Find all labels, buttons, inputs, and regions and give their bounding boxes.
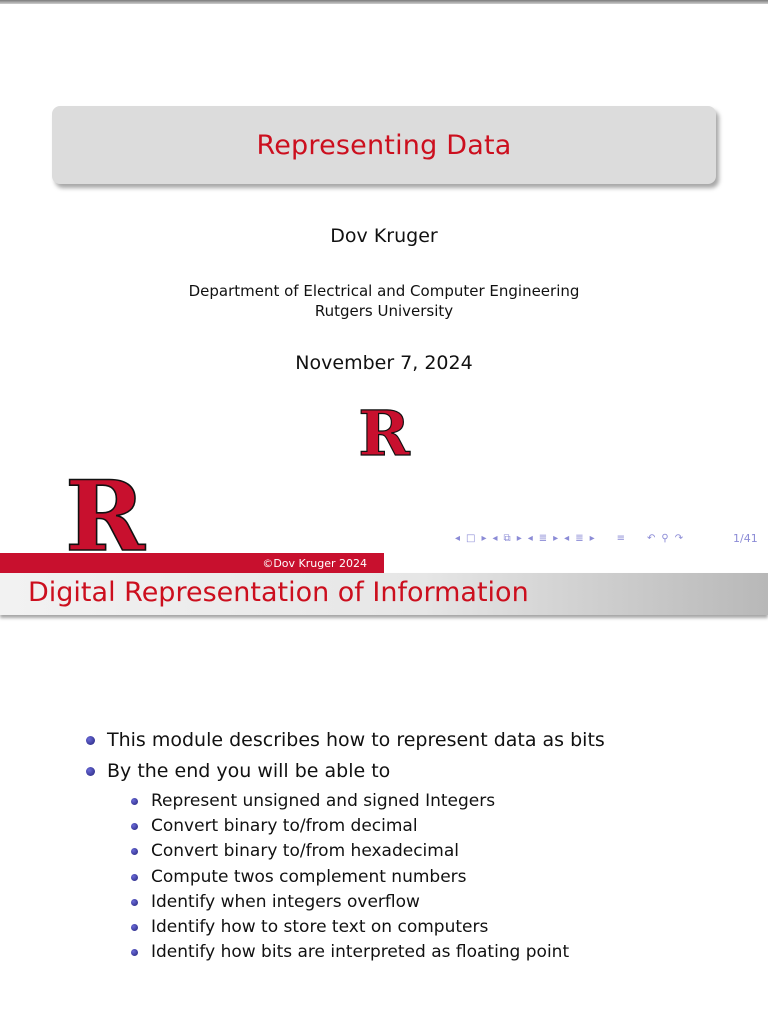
footer-strip bbox=[0, 553, 768, 573]
sub-bullet-icon bbox=[131, 823, 138, 830]
sub-list-item bbox=[131, 892, 420, 912]
sub-bullet-icon bbox=[131, 848, 138, 855]
sub-bullet-icon bbox=[131, 949, 138, 956]
bullet-icon bbox=[86, 736, 95, 745]
university: Rutgers University bbox=[314, 302, 454, 320]
footer-copyright: ©Dov Kruger 2024 bbox=[262, 556, 367, 570]
top-rule bbox=[0, 0, 768, 4]
nav-frame-prev-icon[interactable]: ◂ bbox=[492, 532, 498, 544]
nav-slide-next-icon[interactable]: ▸ bbox=[481, 532, 487, 544]
list-item-text: By the end you will be able to bbox=[107, 760, 391, 782]
sub-list-item bbox=[131, 867, 467, 887]
sub-list-item-text: Identify how bits are interpreted as floating point bbox=[151, 942, 570, 962]
frame-title-bar bbox=[0, 573, 768, 615]
sub-list-item-text: Convert binary to/from decimal bbox=[151, 816, 418, 836]
sub-list-item-text: Identify when integers overflow bbox=[151, 892, 420, 912]
sub-bullet-icon bbox=[131, 874, 138, 881]
svg-text:R: R bbox=[358, 405, 410, 459]
nav-section-next-icon[interactable]: ▸ bbox=[589, 532, 595, 544]
nav-subsection-next-icon[interactable]: ▸ bbox=[553, 532, 559, 544]
nav-subsection-prev-icon[interactable]: ◂ bbox=[527, 532, 533, 544]
sub-bullet-icon bbox=[131, 798, 138, 805]
sub-list-item bbox=[131, 942, 569, 962]
department: Department of Electrical and Computer Engineering bbox=[188, 282, 580, 300]
nav-slide-prev-icon[interactable]: ◂ bbox=[455, 532, 461, 544]
list-item-text: This module describes how to represent data as bits bbox=[107, 729, 605, 751]
footer-left bbox=[0, 553, 384, 573]
sub-list-item-text: Represent unsigned and signed Integers bbox=[151, 791, 496, 811]
sub-list-item bbox=[131, 816, 418, 836]
rutgers-logo-icon bbox=[355, 405, 413, 459]
footer-right bbox=[384, 553, 768, 573]
nav-slide-icon[interactable]: □ bbox=[466, 532, 476, 544]
sub-list-item bbox=[131, 791, 495, 811]
list-item bbox=[86, 729, 605, 751]
page-number: 1/41 bbox=[733, 532, 758, 545]
bullet-icon bbox=[86, 767, 95, 776]
nav-search-icon[interactable]: ⚲ bbox=[661, 532, 669, 544]
sub-bullet-icon bbox=[131, 899, 138, 906]
sub-list-item-text: Convert binary to/from hexadecimal bbox=[151, 841, 459, 861]
frame-title: Digital Representation of Information bbox=[28, 577, 529, 608]
svg-text:R: R bbox=[65, 476, 145, 552]
sub-list-item-text: Compute twos complement numbers bbox=[151, 867, 467, 887]
sub-list-item bbox=[131, 841, 459, 861]
author: Dov Kruger bbox=[330, 225, 438, 247]
nav-frame-next-icon[interactable]: ▸ bbox=[516, 532, 522, 544]
sub-bullet-icon bbox=[131, 924, 138, 931]
nav-toc-icon[interactable]: ≡ bbox=[616, 532, 626, 544]
nav-section-icon[interactable]: ≣ bbox=[575, 532, 584, 544]
nav-subsection-icon[interactable]: ≣ bbox=[538, 532, 548, 544]
rutgers-corner-logo-icon bbox=[60, 476, 150, 552]
nav-frame-icon[interactable]: ⧉ bbox=[503, 532, 511, 544]
nav-section-prev-icon[interactable]: ◂ bbox=[564, 532, 570, 544]
sub-list-item bbox=[131, 917, 488, 937]
nav-back-icon[interactable]: ↶ bbox=[647, 532, 656, 544]
nav-forward-icon[interactable]: ↷ bbox=[674, 532, 684, 544]
title-box bbox=[52, 106, 716, 184]
date: November 7, 2024 bbox=[295, 352, 473, 374]
slide-title: Representing Data bbox=[256, 129, 512, 161]
list-item bbox=[86, 760, 390, 782]
beamer-navigation bbox=[455, 530, 683, 546]
sub-list-item-text: Identify how to store text on computers bbox=[151, 917, 489, 937]
